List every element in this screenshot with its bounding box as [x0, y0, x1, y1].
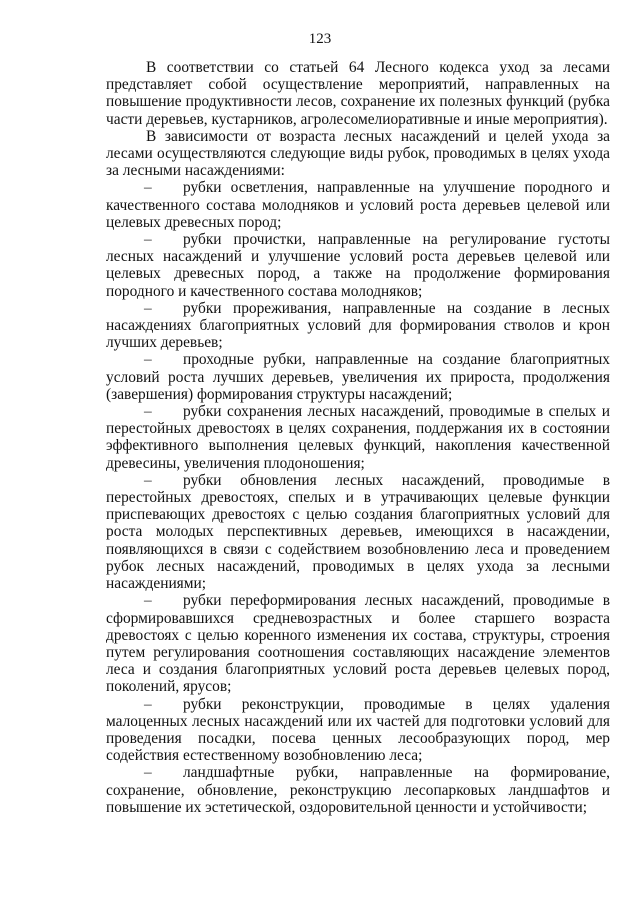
- list-item: [106, 403, 610, 472]
- list-dash: –: [144, 471, 152, 489]
- list-item-text: рубки прочистки, направленные на регулирование густоты лесных насаждений и улучшение условий роста деревьев целевой или целевых древесных пород, а также на продолжение формирования породного и качественного состава молодняков;: [106, 231, 610, 300]
- list-dash: –: [144, 299, 152, 317]
- list-item: [106, 696, 610, 765]
- list-dash: –: [144, 764, 152, 782]
- list-item: [106, 472, 610, 592]
- document-body: [106, 59, 610, 816]
- list-dash: –: [144, 695, 152, 713]
- list-item: [106, 179, 610, 231]
- list-item: [106, 351, 610, 403]
- list-item: [106, 592, 610, 695]
- list-dash: –: [144, 179, 152, 197]
- paragraph-cutting-types: В зависимости от возраста лесных насаждений и целей ухода за лесами осуществляются следующие виды рубок, проводимых в целях ухода за лесными насаждениями:: [106, 127, 610, 180]
- list-dash: –: [144, 592, 152, 610]
- list-item-text: рубки реконструкции, проводимые в целях удаления малоценных лесных насаждений или их частей для подготовки условий для проведения посадки, посева ценных лесообразующих пород, мер содействия естественному возобновлению леса;: [106, 695, 610, 765]
- list-dash: –: [144, 231, 152, 249]
- list-item-text: рубки сохранения лесных насаждений, проводимые в спелых и перестойных древостоях в целях сохранения, поддержания их в состоянии эффективного выполнения целевых функций, накопления качественной древесины, увеличения плодоношения;: [106, 403, 610, 472]
- list-dash: –: [144, 351, 152, 369]
- list-item-text: рубки переформирования лесных насаждений, проводимые в сформировавшихся средневозрастных и более старшего возраста древостоях с целью коренного изменения их состава, структуры, строения путем регулирования соотношения составляющих насаждение элементов леса и создания благоприятных условий роста деревьев целевых пород, поколений, ярусов;: [106, 592, 610, 696]
- list-item-text: ландшафтные рубки, направленные на формирование, сохранение, обновление, реконструкцию лесопарковых ландшафтов и повышение их эстетической, оздоровительной ценности и устойчивости;: [106, 764, 610, 816]
- list-item-text: проходные рубки, направленные на создание благоприятных условий роста лучших деревьев, увеличения их прироста, продолжения (завершения) формирования структуры насаждений;: [106, 351, 610, 403]
- paragraph-intro: В соответствии со статьей 64 Лесного кодекса уход за лесами представляет собой осуществление мероприятий, направленных на повышение продуктивности лесов, сохранение их полезных функций (рубка части деревьев, кустарников, агролесомелиоративные и иные мероприятия).: [106, 59, 610, 128]
- list-item: [106, 764, 610, 816]
- list-item-text: рубки прореживания, направленные на создание в лесных насаждениях благоприятных условий для формирования стволов и крон лучших деревьев;: [106, 299, 610, 352]
- page-number: 123: [308, 31, 332, 47]
- list-item: [106, 300, 610, 352]
- list-item-text: рубки обновления лесных насаждений, проводимые в перестойных древостоях, спелых и в утрачивающих целевые функции приспевающих древостоях с целью создания благоприятных условий для роста молодых перспективных деревьев, имеющихся в насаждении, появляющихся в связи с содействием возобновлению леса и проведением рубок лесных насаждений, проводимых в целях ухода за лесными насаждениями;: [106, 471, 610, 593]
- list-item-text: рубки осветления, направленные на улучшение породного и качественного состава молодняков и условий роста деревьев целевой или целевых древесных пород;: [106, 179, 610, 231]
- list-dash: –: [144, 403, 152, 421]
- list-item: [106, 231, 610, 300]
